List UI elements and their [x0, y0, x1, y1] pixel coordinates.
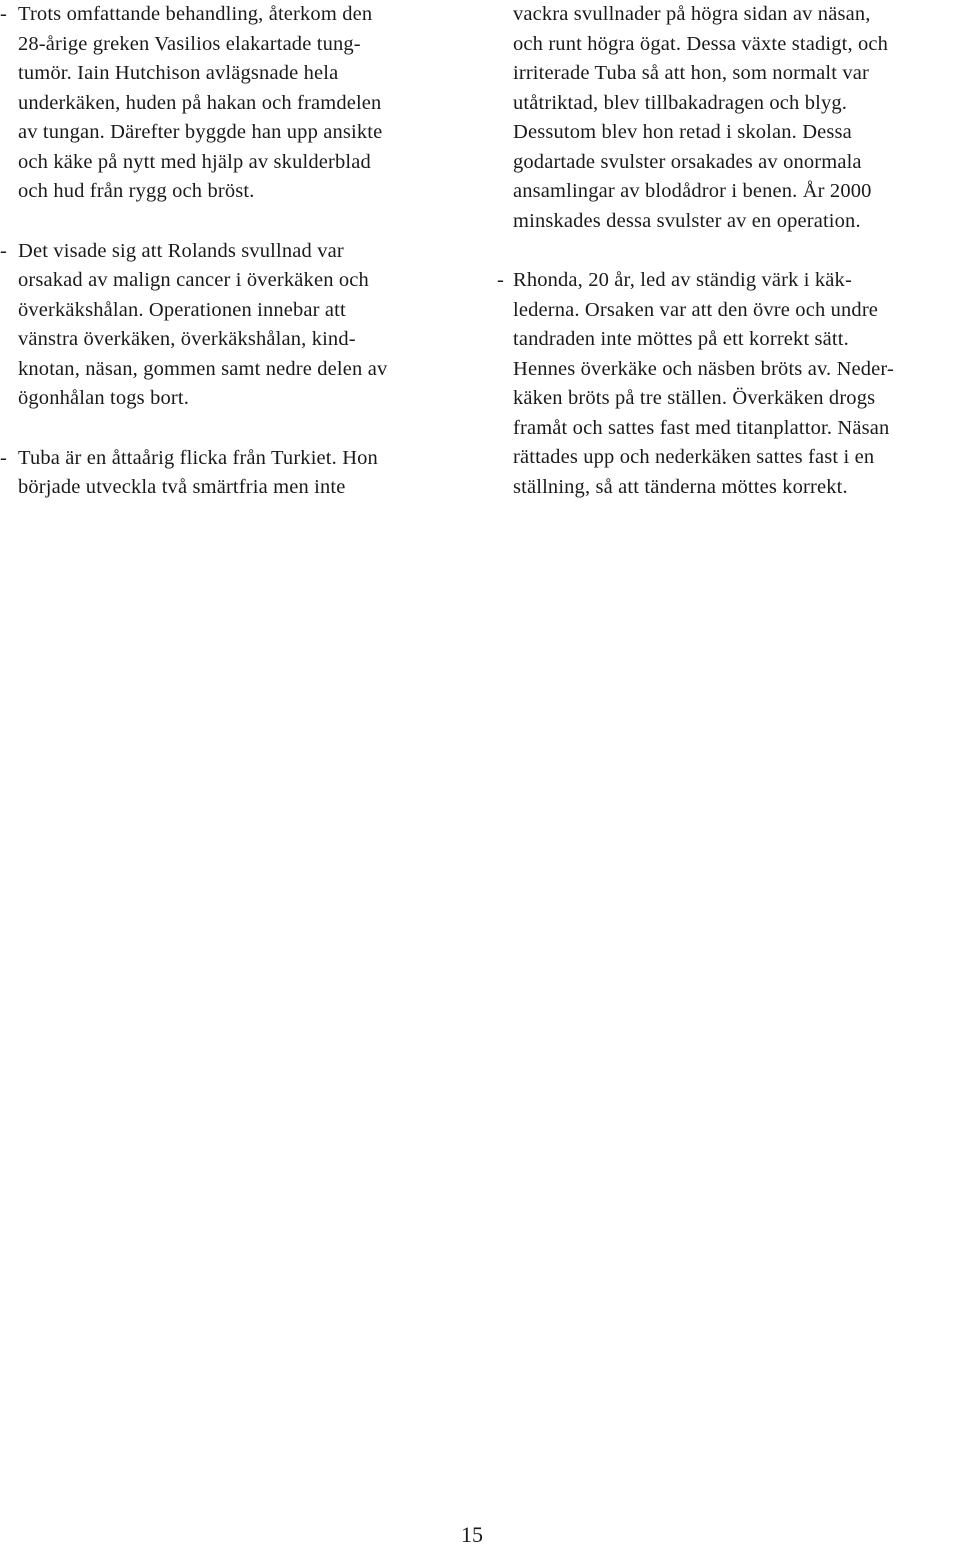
text-line: rättades upp och nederkäken sattes fast i en — [513, 446, 875, 468]
text-line: utåtriktad, blev tillbakadragen och blyg. — [513, 91, 848, 114]
page-number: 15 — [461, 1522, 483, 1547]
left-column — [0, 0, 452, 503]
text-line: Hennes överkäke och näsben bröts av. Neder- — [513, 357, 894, 380]
paragraph-roland — [0, 237, 452, 414]
text-line: överkäkshålan. Operationen innebar att — [18, 298, 346, 321]
paragraph-tuba — [0, 444, 452, 503]
text-line: käken bröts på tre ställen. Överkäken drogs — [513, 387, 876, 409]
text-line: lederna. Orsaken var att den övre och undre — [513, 298, 879, 321]
paragraph-gap — [0, 414, 452, 444]
text-line: 28-årige greken Vasilios elakartade tung- — [18, 32, 361, 55]
text-line: Dessutom blev hon retad i skolan. Dessa — [513, 121, 852, 143]
text-line: tumör. Iain Hutchison avlägsnade hela — [18, 62, 339, 84]
text-line: och runt högra ögat. Dessa växte stadigt, och — [513, 32, 889, 55]
text-line: Tuba är en åttaårig flicka från Turkiet. Hon — [18, 446, 378, 469]
right-column — [497, 0, 960, 502]
text-line: och käke på nytt med hjälp av skulderblad — [18, 150, 371, 173]
text-line: ögonhålan togs bort. — [18, 387, 189, 409]
paragraph-gap — [0, 207, 452, 237]
text-line: underkäken, huden på hakan och framdelen — [18, 91, 382, 114]
text-line: och hud från rygg och bröst. — [18, 180, 255, 202]
paragraph-gap — [497, 236, 960, 266]
text-line: vackra svullnader på högra sidan av näsan, — [513, 3, 871, 25]
text-line: tandraden inte möttes på ett korrekt sätt. — [513, 328, 849, 350]
paragraph-vasilios — [0, 0, 452, 207]
text-line: vänstra överkäken, överkäkshålan, kind- — [18, 328, 356, 350]
text-line: knotan, näsan, gommen samt nedre delen av — [18, 357, 388, 380]
text-line: ställning, så att tänderna möttes korrekt. — [513, 475, 848, 498]
text-line: minskades dessa svulster av en operation. — [513, 209, 861, 232]
text-line: av tungan. Därefter byggde han upp ansikte — [18, 121, 383, 143]
text-line: framåt och sattes fast med titanplattor. Näsan — [513, 416, 890, 439]
text-line: irriterade Tuba så att hon, som normalt var — [513, 62, 870, 84]
text-line: började utveckla två smärtfria men inte — [18, 476, 346, 498]
text-line: godartade svulster orsakades av onormala — [513, 150, 862, 173]
list-dash: - — [0, 239, 7, 262]
text-line: ansamlingar av blodådror i benen. År 2000 — [513, 180, 872, 202]
paragraph-tuba-continued — [497, 0, 960, 236]
text-line: Det visade sig att Rolands svullnad var — [18, 239, 344, 262]
text-line: Trots omfattande behandling, återkom den — [18, 3, 373, 25]
list-dash: - — [0, 446, 7, 469]
list-dash: - — [497, 269, 504, 291]
paragraph-rhonda — [497, 266, 960, 502]
text-line: orsakad av malign cancer i överkäken och — [18, 269, 369, 291]
text-line: Rhonda, 20 år, led av ständig värk i käk- — [513, 269, 852, 291]
list-dash: - — [0, 3, 7, 25]
